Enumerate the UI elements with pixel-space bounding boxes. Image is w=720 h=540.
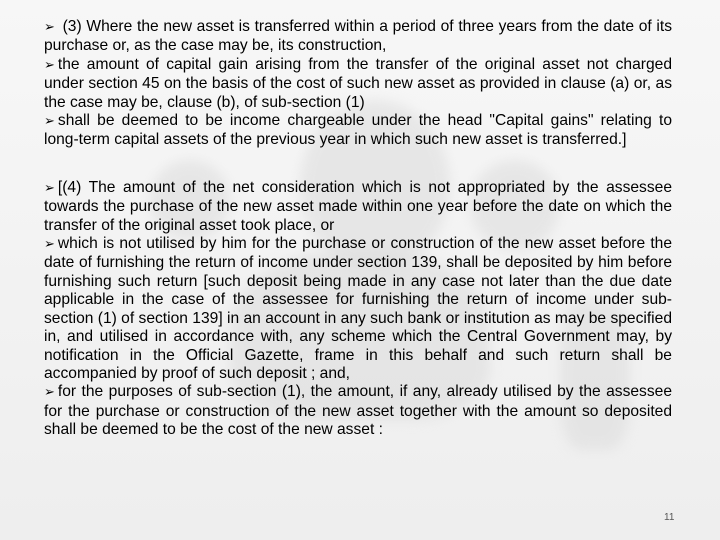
paragraph-text: (3) Where the new asset is transferred within a period of three years from the date of its purchase or, as the case may be, its construction, bbox=[44, 18, 672, 55]
slide-text-body bbox=[44, 18, 672, 440]
bullet-paragraph-4-1 bbox=[44, 179, 672, 235]
arrow-bullet-icon: ➢ bbox=[44, 57, 55, 73]
bullet-paragraph-3-2 bbox=[44, 56, 672, 112]
bullet-paragraph-3-3 bbox=[44, 112, 672, 150]
page-number: 11 bbox=[664, 512, 675, 523]
arrow-bullet-icon: ➢ bbox=[44, 180, 55, 196]
paragraph-text: for the purposes of sub-section (1), the amount, if any, already utilised by the assessee for the purchase or construction of the new asset together with the amount so deposited shall be deemed to be the cost of the new asset : bbox=[44, 383, 672, 439]
arrow-bullet-icon: ➢ bbox=[44, 385, 55, 401]
paragraph-text: shall be deemed to be income chargeable under the head "Capital gains" relating to long-term capital assets of the previous year in which such new asset is transferred.] bbox=[44, 112, 672, 149]
arrow-bullet-icon: ➢ bbox=[44, 20, 55, 35]
paragraph-text: which is not utilised by him for the purchase or construction of the new asset before the date of furnishing the return of income under section 139, shall be deposited by him before furnishing such return [such deposit being made in any case not later than the due date applicable in the case of the assessee for furnishing the return of income under sub-section (1) of section 139] in an account in any such bank or institution as may be specified in, and utilised in accordance with, any scheme which the Central Government may, by notification in the Official Gazette, frame in this behalf and such return shall be accompanied by proof of such deposit ; and, bbox=[44, 235, 672, 382]
arrow-bullet-icon: ➢ bbox=[44, 237, 55, 253]
bullet-paragraph-3-1 bbox=[44, 18, 672, 56]
paragraph-text: the amount of capital gain arising from the transfer of the original asset not charged under section 45 on the basis of the cost of such new asset as provided in clause (a) or, as the case may be, clause (b), of sub-section (1) bbox=[44, 55, 672, 111]
arrow-bullet-icon: ➢ bbox=[44, 114, 55, 130]
bullet-paragraph-4-3 bbox=[44, 383, 672, 439]
paragraph-gap bbox=[44, 150, 672, 179]
paragraph-text: [(4) The amount of the net consideration which is not appropriated by the assessee towards the purchase of the new asset made within one year before the date on which the transfer of the original asset took place, or bbox=[44, 178, 672, 234]
bullet-paragraph-4-2 bbox=[44, 235, 672, 383]
